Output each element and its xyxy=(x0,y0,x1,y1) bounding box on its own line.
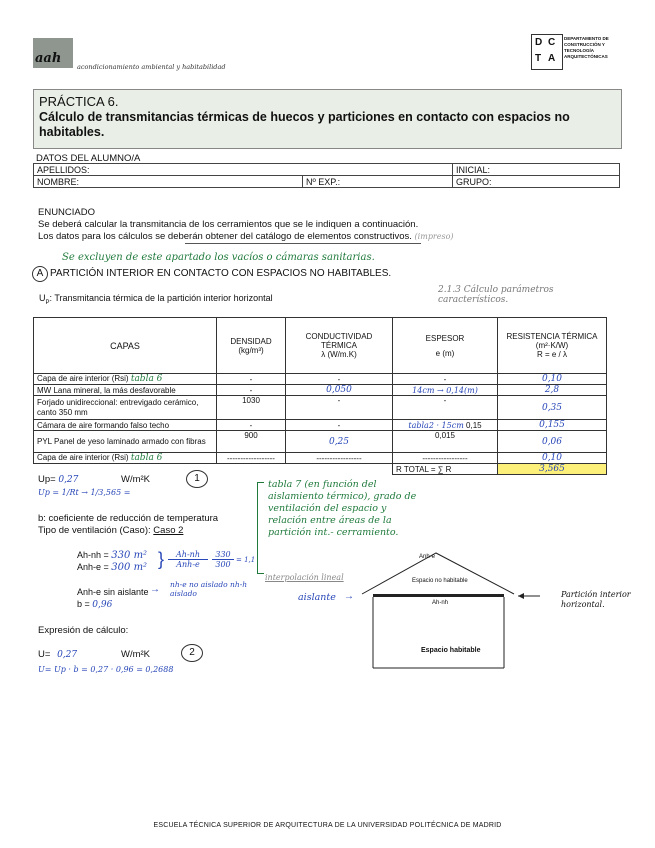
enunciado-line-1: Se deberá calcular la transmitancia de los cerramientos que se le indiquen a continuación. xyxy=(38,219,419,230)
table-total-row xyxy=(34,464,607,475)
apellidos-field[interactable]: APELLIDOS: xyxy=(34,164,453,176)
arrow-icon: → xyxy=(150,584,160,595)
ventilation-type: Tipo de ventilación (Caso): Caso 2 xyxy=(38,525,184,536)
impreso-note: (impreso) xyxy=(414,232,454,241)
diagram-ahnh-label: Ah-nh xyxy=(432,600,449,606)
header-densidad: DENSIDAD (kg/m³) xyxy=(217,318,286,374)
roof-outline xyxy=(362,553,514,594)
ratio-fraction: Ah-nh Anh-e xyxy=(168,550,208,569)
aah-logo: aah xyxy=(33,38,73,68)
nombre-field[interactable]: NOMBRE: xyxy=(34,176,303,188)
aislante-arrow-icon: → xyxy=(344,591,354,602)
header-espesor: ESPESOR e (m) xyxy=(393,318,498,374)
area-brace: } xyxy=(158,549,165,569)
table-row: Capa de aire interior (Rsi) tabla 6 - - - 0,10 xyxy=(34,374,607,385)
table-row: MW Lana mineral, la más desfavorable - 0,050 14cm → 0,14(m) 2,8 xyxy=(34,385,607,396)
up-result: Up= 0,27 xyxy=(38,474,79,485)
header-resistencia: RESISTENCIA TÉRMICA (m²·K/W) R = e / λ xyxy=(498,318,607,374)
dcta-logo-text: DEPARTAMENTO DE CONSTRUCCIÓN Y TECNOLOGÍA ARQUITECTÓNICAS xyxy=(564,36,609,59)
table-row: Cámara de aire formando falso techo - - tabla2 · 15cm 0,15 0,155 xyxy=(34,420,607,431)
calc-params-note: 2.1.3 Cálculo parámetros característicos. xyxy=(438,285,554,305)
aislante-note: nh-e no aislado nh-h aislado xyxy=(170,580,248,598)
practice-number: PRÁCTICA 6. xyxy=(39,94,119,109)
nexp-field[interactable]: Nº EXP.: xyxy=(303,176,453,188)
expresion-title: Expresión de cálculo: xyxy=(38,625,129,636)
table-row: Capa de aire interior (Rsi) tabla 6 ------------------ ----------------- ----------------- 0,10 xyxy=(34,453,607,464)
partition-arrow-head xyxy=(518,593,524,599)
layers-table xyxy=(33,317,607,475)
dcta-logo: D C T A xyxy=(531,34,563,70)
diagram-particion-note: Partición interior horizontal. xyxy=(561,590,631,609)
ahnh-area: Ah-nh = 330 m² xyxy=(77,550,148,561)
enunciado-heading: ENUNCIADO xyxy=(38,207,96,218)
header-conductividad: CONDUCTIVIDAD TÉRMICA λ (W/m.K) xyxy=(286,318,393,374)
practice-title-box xyxy=(33,89,622,149)
building-diagram xyxy=(290,550,650,675)
total-label: R TOTAL = ∑ R xyxy=(393,464,498,475)
tabla7-bracket xyxy=(257,482,264,574)
up-formula: Up = 1/Rt → 1/3,565 = xyxy=(38,488,131,497)
diagram-habitable-label: Espacio habitable xyxy=(421,647,481,654)
section-a-title: PARTICIÓN INTERIOR EN CONTACTO CON ESPACIOS NO HABITABLES. xyxy=(50,268,392,279)
aah-logo-subtitle: acondicionamiento ambiental y habitabilidad xyxy=(77,63,226,71)
u-unit: W/m²K xyxy=(121,649,151,660)
grupo-field[interactable]: GRUPO: xyxy=(453,176,620,188)
student-data-heading: DATOS DEL ALUMNO/A xyxy=(36,153,141,164)
circle-2: 2 xyxy=(181,644,203,662)
diagram-no-habitable-label: Espacio no habitable xyxy=(412,578,468,584)
inicial-field[interactable]: INICIAL: xyxy=(453,164,620,176)
enunciado-line-2: Los datos para los cálculos se deberán obtener del catálogo de elementos constructivos. (impreso) xyxy=(38,231,454,242)
ventilation-case: Caso 2 xyxy=(153,525,184,536)
ratio-result: = 1,1 xyxy=(236,556,256,564)
aislante-label: Anh-e sin aislante xyxy=(77,587,149,597)
total-value: 3,565 xyxy=(498,464,607,475)
student-data-table xyxy=(33,163,620,188)
diagram-anhe-label: Anh-e xyxy=(419,554,436,560)
table-row: Forjado unidireccional: entrevigado cerámico, canto 350 mm 1030 - - 0,35 xyxy=(34,396,607,420)
handwritten-exclusion-note: Se excluyen de este apartado los vacíos o cámaras sanitarias. xyxy=(62,252,375,263)
b-value: b = 0,96 xyxy=(77,599,113,610)
b-coef-title: b: coeficiente de reducción de temperatura xyxy=(38,513,219,524)
practice-subtitle: Cálculo de transmitancias térmicas de huecos y particiones en contacto con espacios no habitables. xyxy=(39,110,570,139)
u-result: U= 0,27 xyxy=(38,649,78,660)
interp-note: interpolación lineal xyxy=(265,573,344,582)
anhe-area: Anh-e = 300 m² xyxy=(77,562,148,573)
u-formula: U= Up · b = 0,27 · 0,96 = 0,2688 xyxy=(38,665,174,674)
ratio-values: 330 300 xyxy=(212,550,234,569)
section-letter-circle: A xyxy=(32,266,48,282)
diagram-aislante-note: aislante xyxy=(298,592,336,603)
up-description: $U_P$: Transmitancia térmica de la partición interior horizontal xyxy=(39,293,273,306)
footer-school: ESCUELA TÉCNICA SUPERIOR DE ARQUITECTURA DE LA UNIVERSIDAD POLITÉCNICA DE MADRID xyxy=(153,822,502,829)
insulation-layer xyxy=(373,594,504,597)
up-unit: W/m²K xyxy=(121,474,151,485)
table-row: PYL Panel de yeso laminado armado con fibras 900 0,25 0,015 0,06 xyxy=(34,431,607,453)
circle-1: 1 xyxy=(186,470,208,488)
header-capas: CAPAS xyxy=(34,318,217,374)
catalog-underline xyxy=(185,243,421,244)
tabla7-note: tabla 7 (en función del aislamiento térmico), grado de ventilación del espacio y relación entre áreas de la partición int.- cerramiento. xyxy=(268,479,417,538)
